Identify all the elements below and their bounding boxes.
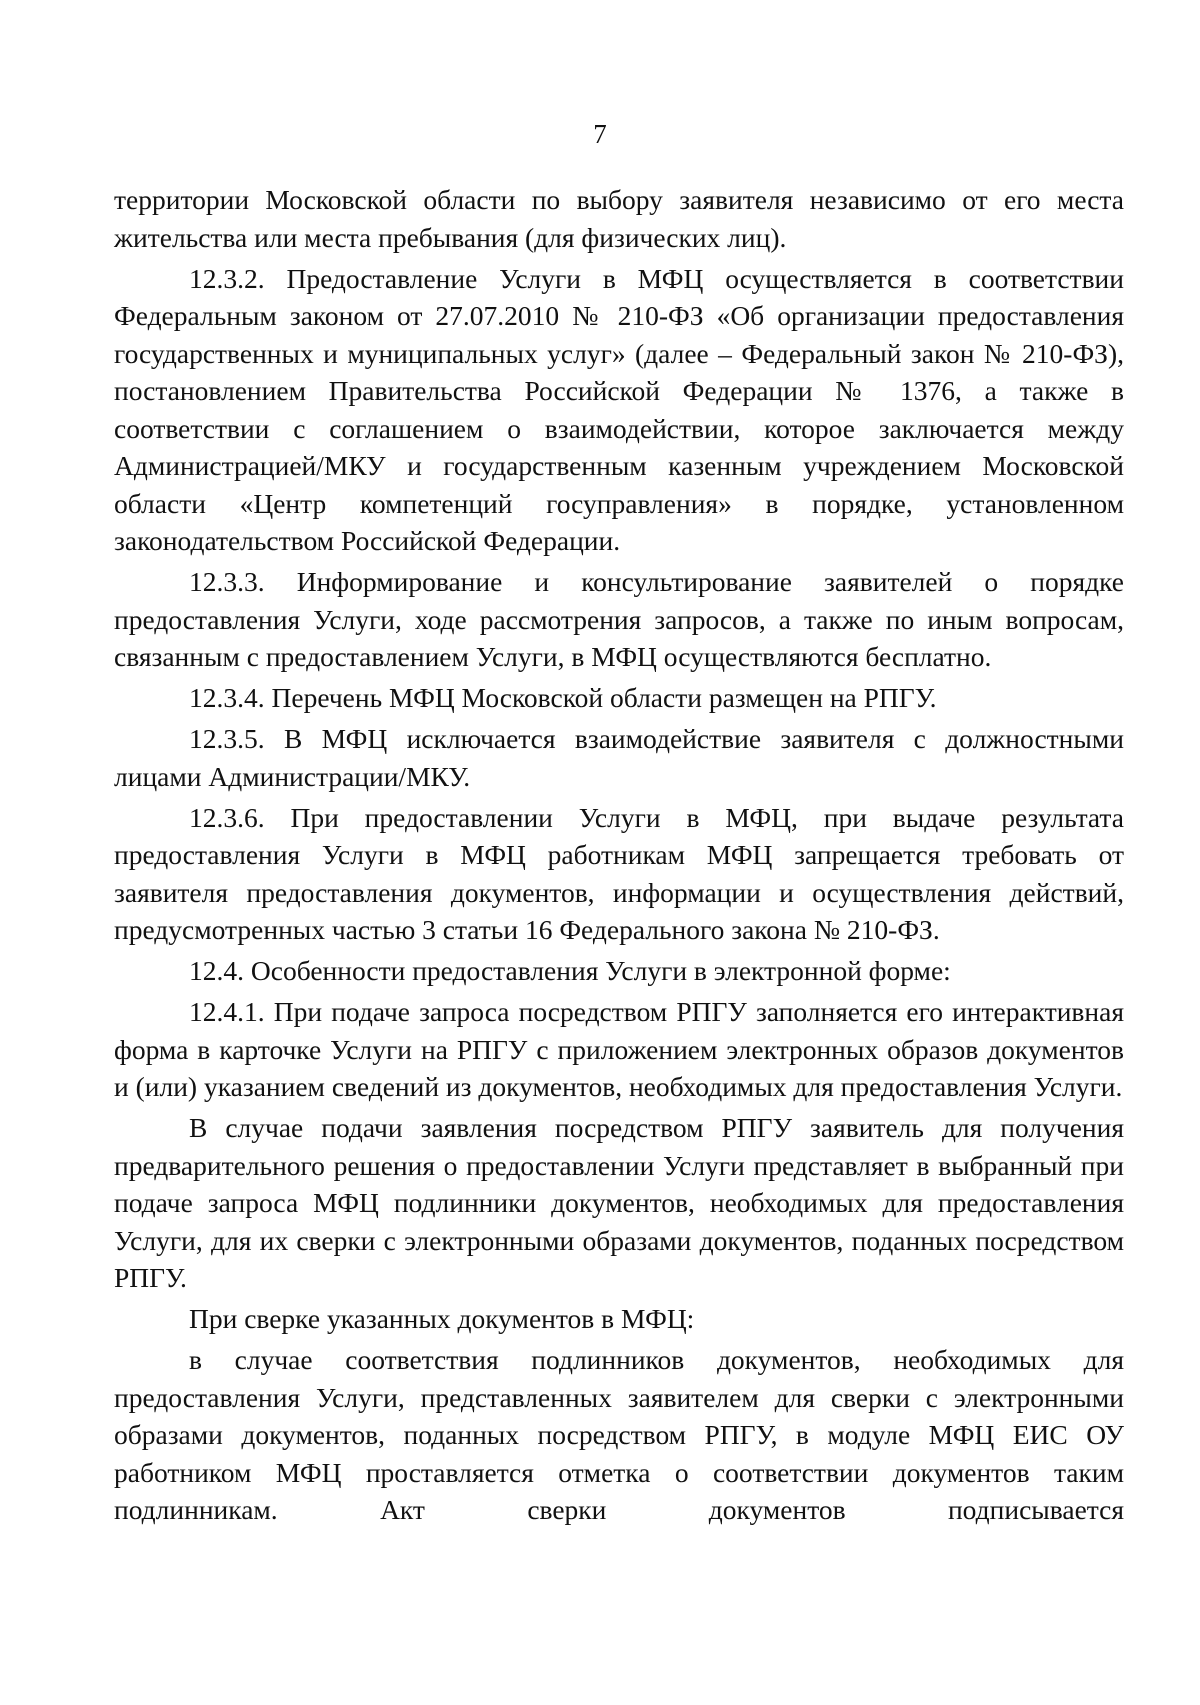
- document-body: [114, 181, 1124, 1532]
- paragraph-continuation: территории Московской области по выбору заявителя независимо от его места жительства или места пребывания (для физических лиц).: [114, 184, 1124, 253]
- paragraph-12-3-2: 12.3.2. Предоставление Услуги в МФЦ осуществляется в соответствии Федеральным законом от 27.07.2010 № 210-ФЗ «Об организации предоставления государственных и муниципальных услуг» (далее – Федеральный закон № 210-ФЗ), постановлением Правительства Российской Федерации № 1376, а также в соответствии с соглашением о взаимодействии, которое заключается между Администрацией/МКУ и государственным казенным учреждением Московской области «Центр компетенций госуправления» в порядке, установленном законодательством Российской Федерации.: [114, 262, 1124, 556]
- paragraph-12-3-6: 12.3.6. При предоставлении Услуги в МФЦ, при выдаче результата предоставления Услуги в МФЦ работникам МФЦ запрещается требовать от заявителя предоставления документов, информации и осуществления действий, предусмотренных частью 3 статьи 16 Федерального закона № 210-ФЗ.: [114, 801, 1124, 945]
- paragraph-verification-match: в случае соответствия подлинников документов, необходимых для предоставления Услуги, представленных заявителем для сверки с электронными образами документов, поданных посредством РПГУ, в модуле МФЦ ЕИС ОУ работником МФЦ проставляется отметка о соответствии документов таким подлинникам. Акт сверки документов подписывается: [114, 1344, 1124, 1525]
- paragraph-12-4-1: 12.4.1. При подаче запроса посредством РПГУ заполняется его интерактивная форма в карточке Услуги на РПГУ с приложением электронных образов документов и (или) указанием сведений из документов, необходимых для предоставления Услуги.: [114, 996, 1124, 1102]
- page-number: 7: [593, 119, 607, 149]
- paragraph-12-4: 12.4. Особенности предоставления Услуги в электронной форме:: [189, 955, 951, 986]
- paragraph-rpgu-submission: В случае подачи заявления посредством РПГУ заявитель для получения предварительного решения о предоставлении Услуги представляет в выбранный при подаче запроса МФЦ подлинники документов, необходимых для предоставления Услуги, для их сверки с электронными образами документов, поданных посредством РПГУ.: [114, 1112, 1124, 1293]
- paragraph-12-3-3: 12.3.3. Информирование и консультирование заявителей о порядке предоставления Услуги, ходе рассмотрения запросов, а также по иным вопросам, связанным с предоставлением Услуги, в МФЦ осуществляются бесплатно.: [114, 566, 1124, 672]
- paragraph-verification-intro: При сверке указанных документов в МФЦ:: [189, 1303, 695, 1334]
- paragraph-12-3-5: 12.3.5. В МФЦ исключается взаимодействие заявителя с должностными лицами Администрации/МКУ.: [114, 723, 1124, 792]
- paragraph-12-3-4: 12.3.4. Перечень МФЦ Московской области размещен на РПГУ.: [189, 682, 937, 713]
